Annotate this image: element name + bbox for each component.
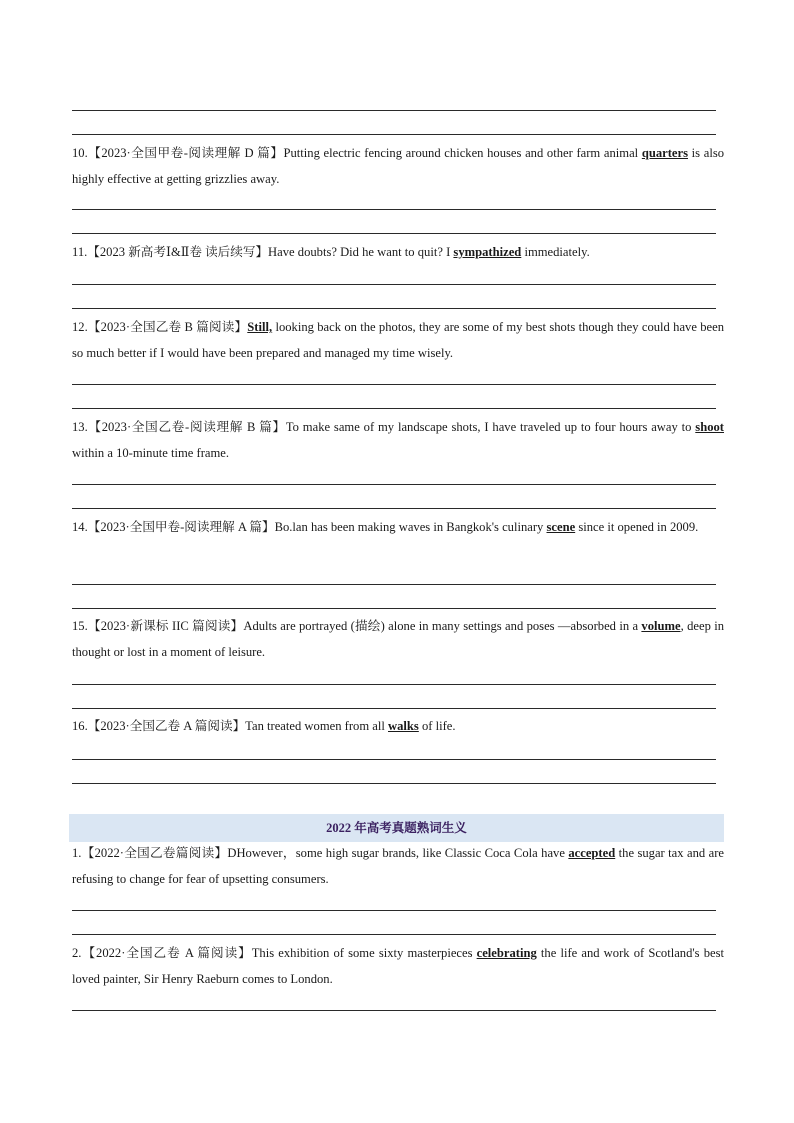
question-number: 1. (72, 846, 82, 860)
question-item (72, 940, 724, 992)
question-number: 10. (72, 146, 88, 160)
question-text-pre: Bo.lan has been making waves in Bangkok's culinary (274, 520, 547, 534)
answer-line (72, 408, 716, 409)
question-source: 【2022·全国乙卷 A 篇阅读】 (81, 946, 252, 960)
question-item (72, 514, 724, 540)
answer-line (72, 759, 716, 760)
question-text-pre: This exhibition of some sixty masterpieces (251, 946, 477, 960)
question-item (72, 414, 724, 466)
question-source: 【2023·全国甲卷-阅读理解 A 篇】 (87, 520, 275, 534)
question-item (72, 840, 724, 892)
answer-line (72, 384, 716, 385)
target-word: celebrating (476, 946, 537, 960)
target-word: scene (546, 520, 576, 534)
question-text-post: immediately. (521, 245, 590, 259)
question-text-post: within a 10-minute time frame. (72, 446, 230, 460)
question-number: 12. (72, 320, 88, 334)
question-source: 【2023·全国甲卷-阅读理解 D 篇】 (87, 146, 284, 160)
question-text-pre: To make same of my landscape shots, I have traveled up to four hours away to (285, 420, 696, 434)
question-text-pre: Have doubts? Did he want to quit? I (268, 245, 454, 259)
question-text-post: looking back on the photos, they are some of my best shots though they could have been so much better if I would have been prepared and managed my time wisely. (72, 320, 725, 360)
question-text-post: , deep in thought or lost in a moment of leisure. (72, 619, 725, 659)
question-text-post: of life. (418, 719, 456, 733)
answer-line (72, 284, 716, 285)
target-word: shoot (695, 420, 724, 434)
answer-line (72, 910, 716, 911)
answer-line (72, 508, 716, 509)
question-text-pre: Adults are portrayed (描绘) alone in many settings and poses —absorbed in a (243, 619, 642, 633)
question-text-pre: Putting electric fencing around chicken houses and other farm animal (283, 146, 642, 160)
answer-line (72, 134, 716, 135)
question-item (72, 713, 724, 739)
question-item (72, 239, 724, 265)
question-source: 【2023·全国乙卷 B 篇阅读】 (87, 320, 248, 334)
question-source: 【2022·全国乙卷篇阅读】 (81, 846, 228, 860)
question-source: 【2023·全国乙卷-阅读理解 B 篇】 (87, 420, 286, 434)
question-source: 【2023·全国乙卷 A 篇阅读】 (87, 719, 246, 733)
question-number: 14. (72, 520, 88, 534)
target-word: walks (388, 719, 419, 733)
question-number: 11. (72, 245, 88, 259)
question-number: 16. (72, 719, 88, 733)
answer-line (72, 1010, 716, 1011)
question-number: 13. (72, 420, 88, 434)
target-word: volume (641, 619, 681, 633)
answer-line (72, 308, 716, 309)
question-text-pre: DHowever，some high sugar brands, like Classic Coca Cola have (227, 846, 569, 860)
question-text-post: the sugar tax and are refusing to change for fear of upsetting consumers. (72, 846, 724, 886)
target-word: quarters (641, 146, 688, 160)
question-text-pre: Tan treated women from all (245, 719, 389, 733)
answer-line (72, 484, 716, 485)
answer-line (72, 708, 716, 709)
section-title-banner: 2022 年高考真题熟词生义 (69, 814, 724, 842)
question-item (72, 314, 724, 366)
answer-line (72, 684, 716, 685)
question-source: 【2023 新高考Ⅰ&Ⅱ卷 读后续写】 (87, 245, 269, 259)
question-text-post: the life and work of Scotland's best loved painter, Sir Henry Raeburn comes to London. (72, 946, 724, 986)
question-number: 15. (72, 619, 88, 633)
question-source: 【2023·新课标 IIC 篇阅读】 (87, 619, 244, 633)
answer-line (72, 233, 716, 234)
target-word: Still, (247, 320, 273, 334)
question-number: 2. (72, 946, 82, 960)
question-item (72, 613, 724, 665)
answer-line (72, 209, 716, 210)
target-word: sympathized (453, 245, 522, 259)
answer-line (72, 608, 716, 609)
question-text-post: is also highly effective at getting grizzlies away. (72, 146, 725, 186)
answer-line (72, 584, 716, 585)
answer-line (72, 110, 716, 111)
answer-line (72, 783, 716, 784)
target-word: accepted (568, 846, 616, 860)
question-item (72, 140, 724, 192)
question-text-post: since it opened in 2009. (575, 520, 699, 534)
answer-line (72, 934, 716, 935)
